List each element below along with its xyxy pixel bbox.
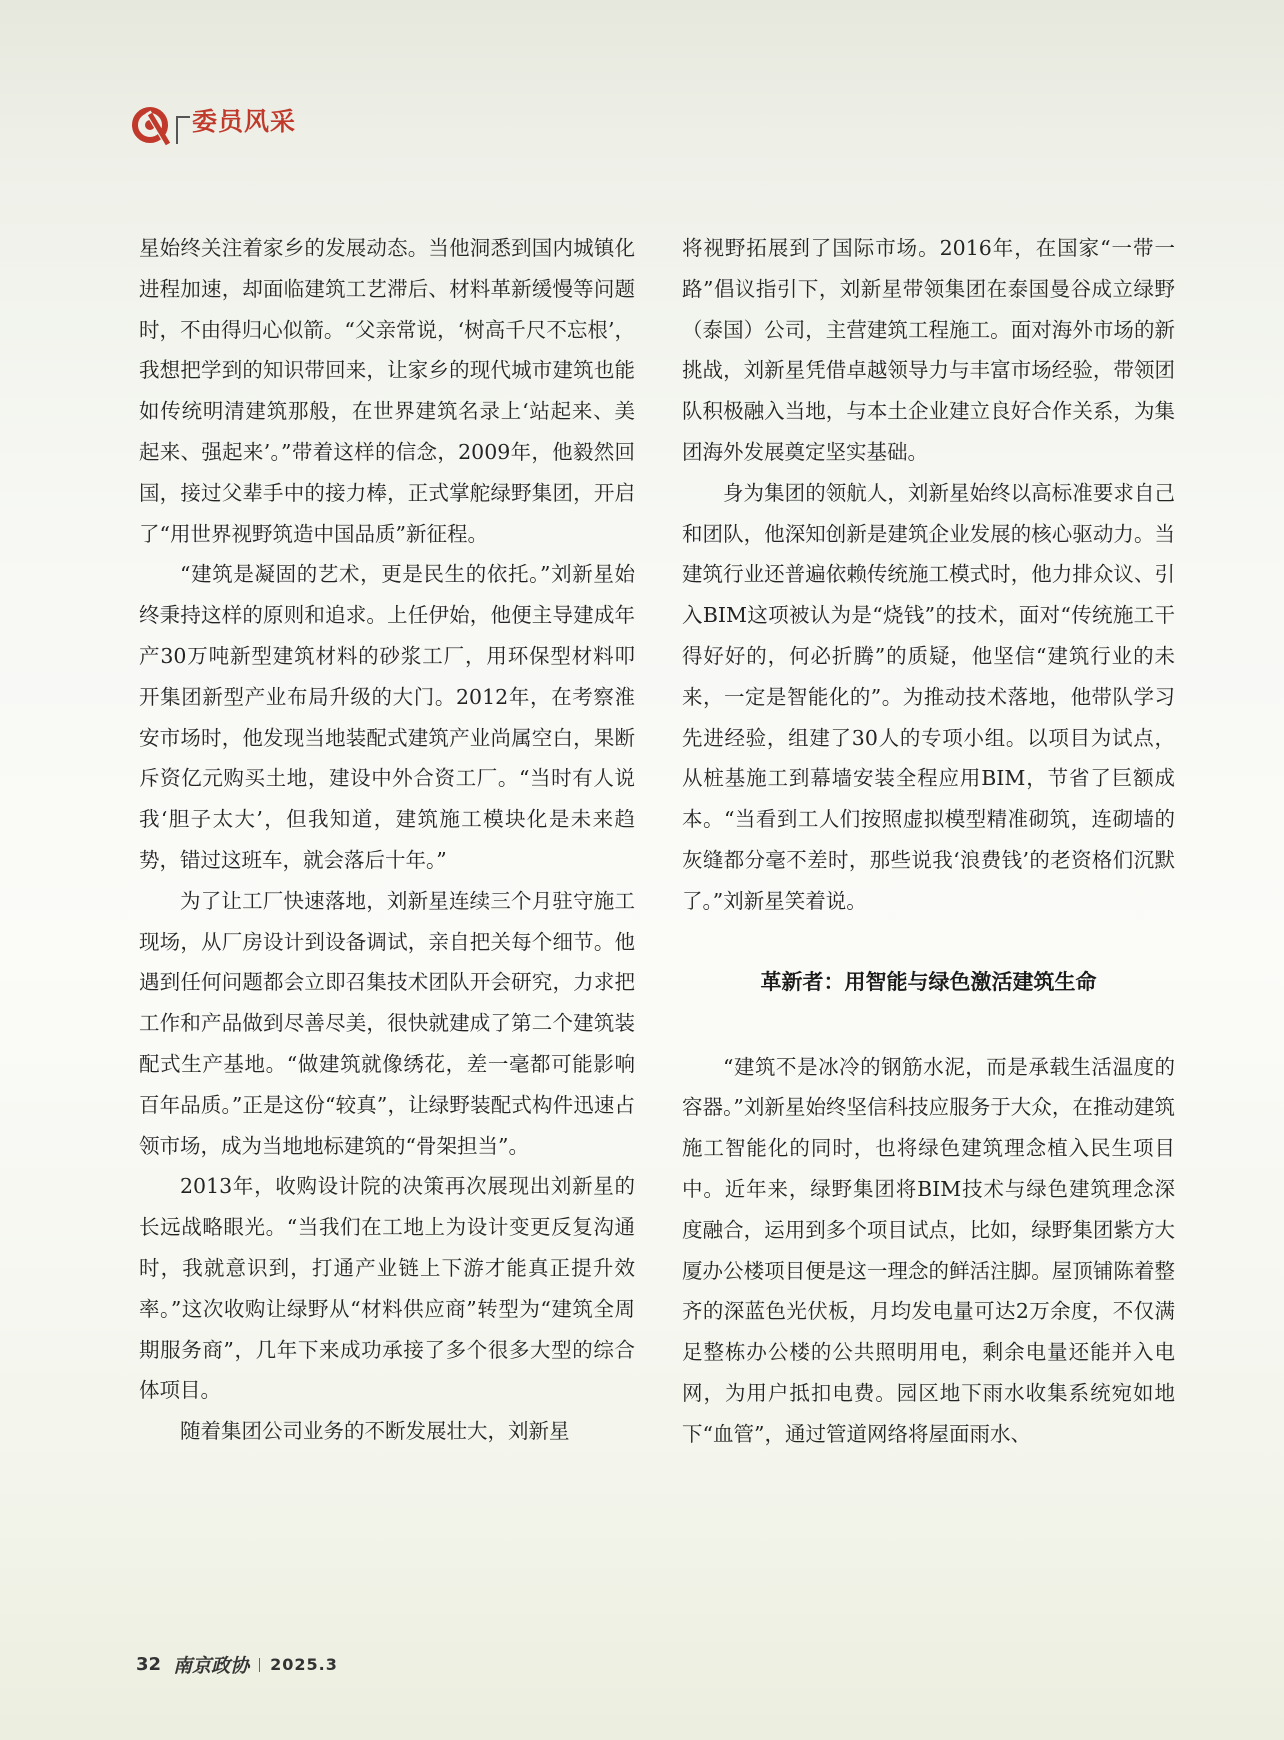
right-column-top xyxy=(682,228,1175,922)
page-footer xyxy=(136,1651,338,1678)
paragraph: 星始终关注着家乡的发展动态。当他洞悉到国内城镇化进程加速，却面临建筑工艺滞后、材料革新缓慢等问题时，不由得归心似箭。“父亲常说，‘树高千尺不忘根’，我想把学到的知识带回来，让家乡的现代城市建筑也能如传统明清建筑那般，在世界建筑名录上‘站起来、美起来、强起来’。”带着这样的信念，2009年，他毅然回国，接过父辈手中的接力棒，正式掌舵绿野集团，开启了“用世界视野筑造中国品质”新征程。 xyxy=(139,236,635,546)
page-number: 32 xyxy=(136,1654,162,1675)
paragraph: 将视野拓展到了国际市场。2016年，在国家“一带一路”倡议指引下，刘新星带领集团在泰国曼谷成立绿野（泰国）公司，主营建筑工程施工。面对海外市场的新挑战，刘新星凭借卓越领导力与丰富市场经验，带领团队积极融入当地，与本土企业建立良好合作关系，为集团海外发展奠定坚实基础。 xyxy=(682,236,1175,464)
left-column xyxy=(139,228,635,1452)
section-header xyxy=(130,100,296,148)
paragraph: 随着集团公司业务的不断发展壮大，刘新星 xyxy=(180,1419,570,1444)
paragraph: “建筑是凝固的艺术，更是民生的依托。”刘新星始终秉持这样的原则和追求。上任伊始，他便主导建成年产30万吨新型建筑材料的砂浆工厂，用环保型材料叩开集团新型产业布局升级的大门。2012年，在考察淮安市场时，他发现当地装配式建筑产业尚属空白，果断斥资亿元购买土地，建设中外合资工厂。“当时有人说我‘胆子太大’，但我知道，建筑施工模块化是未来趋势，错过这班车，就会落后十年。” xyxy=(139,562,635,872)
paragraph: 为了让工厂快速落地，刘新星连续三个月驻守施工现场，从厂房设计到设备调试，亲自把关每个细节。他遇到任何问题都会立即召集技术团队开会研究，力求把工作和产品做到尽善尽美，很快就建成了第二个建筑装配式生产基地。“做建筑就像绣花，差一毫都可能影响百年品质。”正是这份“较真”，让绿野装配式构件迅速占领市场，成为当地地标建筑的“骨架担当”。 xyxy=(139,888,635,1158)
right-column-bottom xyxy=(682,1047,1175,1455)
paragraph: “建筑不是冰冷的钢筋水泥，而是承载生活温度的容器。”刘新星始终坚信科技应服务于大众，在推动建筑施工智能化的同时，也将绿色建筑理念植入民生项目中。近年来，绿野集团将BIM技术与绿色建筑理念深度融合，运用到多个项目试点，比如，绿野集团紫方大厦办公楼项目便是这一理念的鲜活注脚。屋顶铺陈着整齐的深蓝色光伏板，月均发电量可达2万余度，不仅满足整栋办公楼的公共照明用电，剩余电量还能并入电网，为用户抵扣电费。园区地下雨水收集系统宛如地下“血管”，通过管道网络将屋面雨水、 xyxy=(682,1054,1175,1446)
right-column xyxy=(682,228,1175,1455)
header-bracket xyxy=(176,116,190,144)
issue-number: 2025.3 xyxy=(270,1655,338,1674)
section-title: 委员风采 xyxy=(192,107,297,136)
paragraph: 2013年，收购设计院的决策再次展现出刘新星的长远战略眼光。“当我们在工地上为设计变更反复沟通时，我就意识到，打通产业链上下游才能真正提升效率。”这次收购让绿野从“材料供应商”转型为“建筑全周期服务商”，几年下来成功承接了多个很多大型的综合体项目。 xyxy=(139,1174,635,1403)
footer-divider xyxy=(259,1658,260,1672)
magazine-name: 南京政协 xyxy=(173,1655,250,1677)
subheading: 革新者：用智能与绿色激活建筑生命 xyxy=(760,969,1097,994)
logo-icon xyxy=(130,102,174,146)
paragraph: 身为集团的领航人，刘新星始终以高标准要求自己和团队，他深知创新是建筑企业发展的核心驱动力。当建筑行业还普遍依赖传统施工模式时，他力排众议、引入BIM这项被认为是“烧钱”的技术，面对“传统施工干得好好的，何必折腾”的质疑，他坚信“建筑行业的未来，一定是智能化的”。为推动技术落地，他带队学习先进经验，组建了30人的专项小组。以项目为试点，从桩基施工到幕墙安装全程应用BIM，节省了巨额成本。“当看到工人们按照虚拟模型精准砌筑，连砌墙的灰缝都分毫不差时，那些说我‘浪费钱’的老资格们沉默了。”刘新星笑着说。 xyxy=(682,480,1175,913)
